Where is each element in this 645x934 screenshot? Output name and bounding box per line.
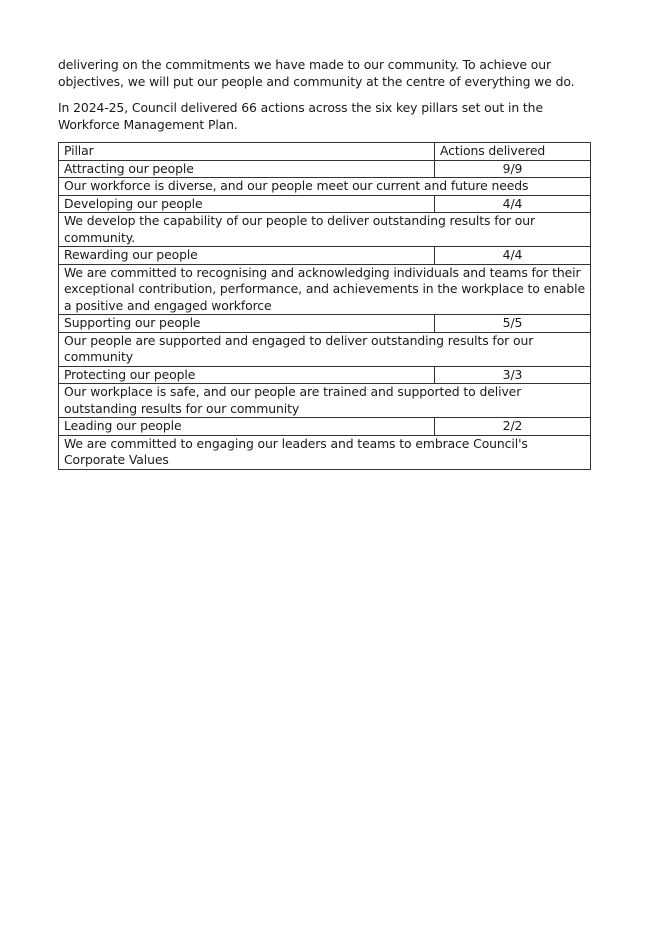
actions-delivered: 4/4 — [435, 195, 591, 213]
table-row — [59, 160, 591, 178]
table-row-description — [59, 178, 591, 196]
table-row — [59, 418, 591, 436]
pillar-description: We develop the capability of our people to deliver outstanding results for our community. — [59, 213, 591, 247]
actions-delivered: 4/4 — [435, 247, 591, 265]
table-row — [59, 366, 591, 384]
pillar-name: Rewarding our people — [59, 247, 435, 265]
intro-paragraph: delivering on the commitments we have made to our community. To achieve our objectives, we will put our people and community at the centre of everything we do. — [58, 57, 575, 89]
pillar-name: Protecting our people — [59, 366, 435, 384]
pillar-name: Supporting our people — [59, 315, 435, 333]
table-row-description — [59, 332, 591, 366]
table-row — [59, 195, 591, 213]
table-row-description — [59, 435, 591, 469]
summary-paragraph: In 2024-25, Council delivered 66 actions across the six key pillars set out in the Workforce Management Plan. — [58, 100, 543, 132]
actions-delivered: 3/3 — [435, 366, 591, 384]
table-header-row — [59, 143, 591, 161]
table-row — [59, 315, 591, 333]
pillar-name: Developing our people — [59, 195, 435, 213]
actions-delivered: 2/2 — [435, 418, 591, 436]
document-page — [58, 56, 588, 470]
pillar-description: Our people are supported and engaged to deliver outstanding results for our community — [59, 332, 591, 366]
table-row — [59, 247, 591, 265]
pillar-description: Our workplace is safe, and our people are trained and supported to deliver outstanding results for our community — [59, 384, 591, 418]
pillar-description: We are committed to recognising and acknowledging individuals and teams for their exceptional contribution, performance, and achievements in the workplace to enable a positive and engaged workforce — [59, 264, 591, 315]
actions-delivered: 5/5 — [435, 315, 591, 333]
table-row-description — [59, 384, 591, 418]
pillar-name: Attracting our people — [59, 160, 435, 178]
pillar-description: Our workforce is diverse, and our people meet our current and future needs — [59, 178, 591, 196]
actions-delivered: 9/9 — [435, 160, 591, 178]
table-row-description — [59, 264, 591, 315]
header-pillar: Pillar — [59, 143, 435, 161]
table-row-description — [59, 213, 591, 247]
pillar-name: Leading our people — [59, 418, 435, 436]
pillars-table — [58, 142, 591, 470]
header-actions-delivered: Actions delivered — [435, 143, 591, 161]
pillar-description: We are committed to engaging our leaders and teams to embrace Council's Corporate Values — [59, 435, 591, 469]
